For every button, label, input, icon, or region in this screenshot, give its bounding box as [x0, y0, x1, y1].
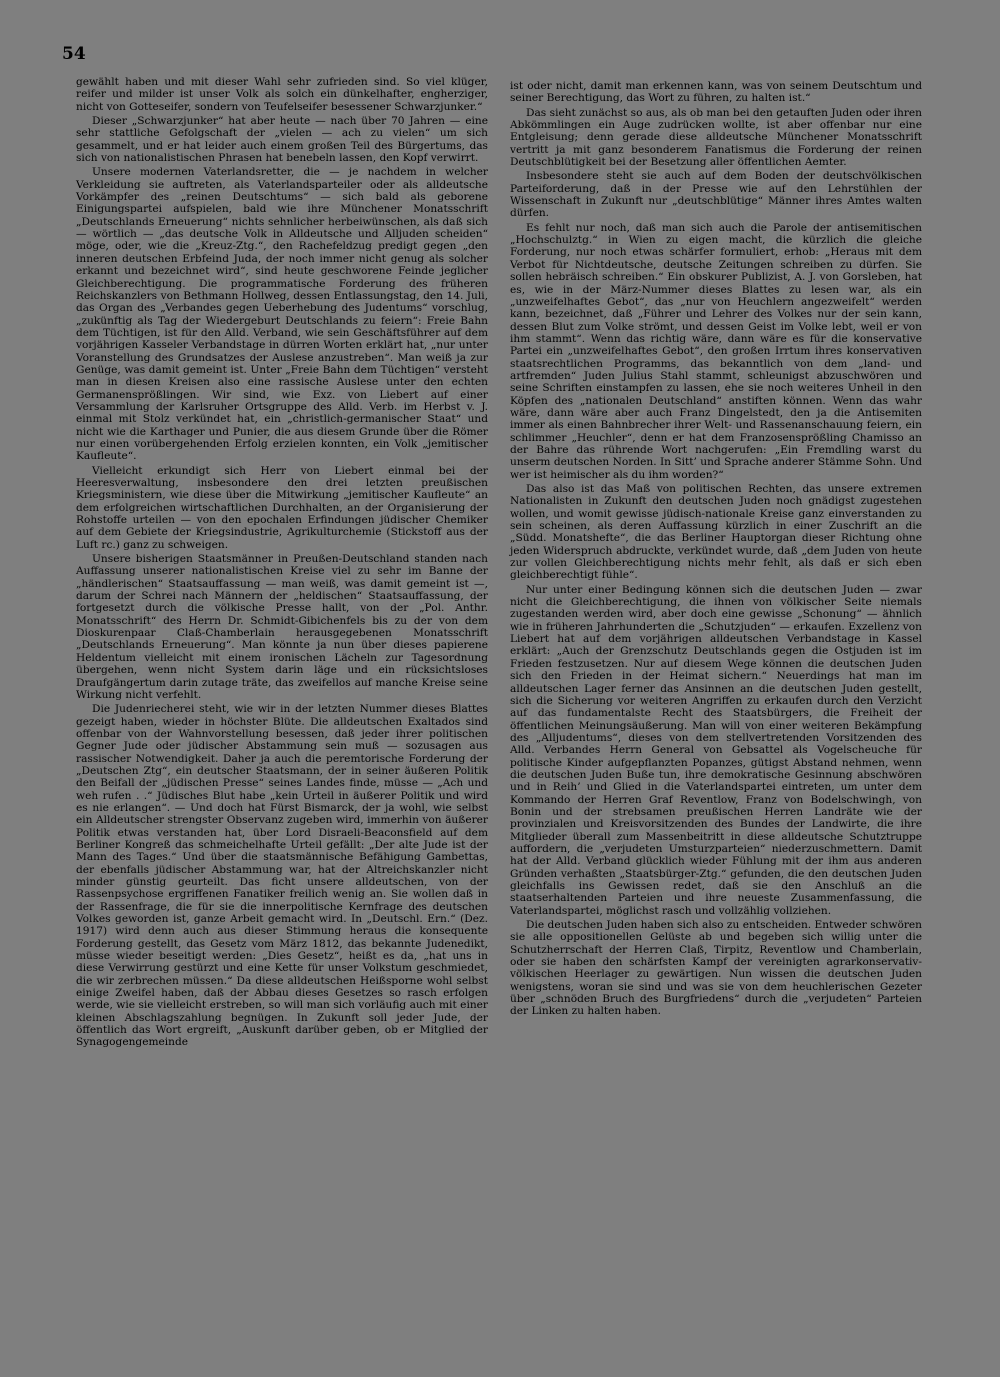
paragraph: Vielleicht erkundigt sich Herr von Liebert einmal bei der Heeresverwaltung, insbesondere den drei letzten preußischen Kriegsministern, wie diese über die Mitwirkung „jemitischer Kaufleute“ an dem erfolgreichen wirtschaftlichen Durchhalten, an der Organisierung der Rohstoffe urteilen — von den epochalen Erfindungen jüdischer Chemiker auf dem Gebiete der Kriegsindustrie, Agrikulturchemie (Stickstoff aus der Luft rc.) ganz zu schweigen. — [76, 464, 488, 551]
paragraph: Unsere bisherigen Staatsmänner in Preußen-Deutschland standen nach Auffassung unserer nationalistischen Kreise viel zu sehr im Banne der „händlerischen“ Staatsauffassung — man weiß, was damit gemeint ist —, darum der Schrei nach Männern der „heldischen“ Staatsauffassung, der fortgesetzt durch die völkische Presse hallt, von der „Pol. Anthr. Monatsschrift“ des Herrn Dr. Schmidt-Gibichenfels bis zu der von dem Dioskurenpaar Claß-Chamberlain herausgegebenen Monatsschrift „Deutschlands Erneuerung“. Man könnte ja nun über dieses papierene Heldentum vielleicht mit einem ironischen Lächeln zur Tagesordnung übergehen, wenn nicht System darin läge und ein rücksichtsloses Draufgängertum darin zutage träte, das zweifellos auf manche Kreise seine Wirkung nicht verfehlt. — [76, 553, 488, 701]
paragraph: Dieser „Schwarzjunker“ hat aber heute — nach über 70 Jahren — eine sehr stattliche Gefolgschaft der „vielen — ach zu vielen“ um sich gesammelt, und er hat leider auch einem großen Teil des Bürgertums, das sich von nationalistischen Phrasen hat benebeln lassen, den Kopf verwirrt. — [76, 115, 488, 165]
paragraph: Unsere modernen Vaterlandsretter, die — je nachdem in welcher Verkleidung sie auftreten, als Vaterlandsparteiler oder als alldeutsche Vorkämpfer des „reinen Deutschtums“ — sich bald als geborene Einigungspartei aufspielen, bald wie ihre Münchener Monatsschrift „Deutschlands Erneuerung“ nichts sehnlicher herbeiwünschen, als daß sich — wörtlich — „das deutsche Volk in Alldeutsche und Alljuden scheiden“ möge, oder, wie die „Kreuz-Ztg.“, den Rachefeldzug predigt gegen „den inneren deutschen Erbfeind Juda, der noch immer nicht genug als solcher erkannt und bezeichnet wird“, sind heute geschworene Feinde jeglicher Gleichberechtigung. Die programmatische Forderung des früheren Reichskanzlers von Bethmann Hollweg, dessen Entlassungstag, den 14. Juli, das Organ des „Verbandes gegen Ueberhebung des Judentums“ vorschlug, „zukünftig als Tag der Wiedergeburt Deutschlands zu feiern“: Freie Bahn dem Tüchtigen, ist für den Alld. Verband, wie sein Geschäftsführer auf dem vorjährigen Kasseler Verbandstage in dürren Worten erklärt hat, „nur unter Voranstellung des Grundsatzes der Auslese anzustreben“. Man weiß ja zur Genüge, was damit gemeint ist. Unter „Freie Bahn dem Tüchtigen“ versteht man in diesen Kreisen also eine rassische Auslese unter den echten Germanensprößlingen. Wir sind, wie Exz. von Liebert auf einer Versammlung der Karlsruher Ortsgruppe des Alld. Verb. im Herbst v. J. einmal mit Stolz verkündet hat, ein „christlich-germanischer Staat“ und nicht wie die Karthager und Punier, die aus diesem Grunde über die Römer nur einen vorübergehenden Erfolg erzielen konnten, ein Volk „jemitischer Kaufleute“. — [76, 166, 488, 463]
paragraph: Die deutschen Juden haben sich also zu entscheiden. Entweder schwören sie alle oppositionellen Gelüste ab und begeben sich willig unter die Schutzherrschaft der Herren Claß, Tirpitz, Reventlow und Chamberlain, oder sie haben den schärfsten Kampf der vereinigten agrarkonservativ-völkischen Heerlager zu gewärtigen. Nun wissen die deutschen Juden wenigstens, woran sie sind und was sie von dem heuchlerischen Gezeter über „schnöden Bruch des Burgfriedens“ durch die „verjudeten“ Parteien der Linken zu halten haben. — [510, 919, 922, 1018]
paragraph: Die Judenriecherei steht, wie wir in der letzten Nummer dieses Blattes gezeigt haben, wieder in höchster Blüte. Die alldeutschen Exaltados sind offenbar von der Wahnvorstellung besessen, daß jeder ihrer politischen Gegner Jude oder jüdischer Abstammung sein muß — sozusagen aus rassischer Notwendigkeit. Daher ja auch die peremtorische Forderung der „Deutschen Ztg“, ein deutscher Staatsmann, der in seiner äußeren Politik den Beifall der „jüdischen Presse“ seines Landes finde, müsse — „Ach und weh rufen . .“ Jüdisches Blut habe „kein Urteil in äußerer Politik und wird es nie erlangen“. — Und doch hat Fürst Bismarck, der ja wohl, wie selbst ein Alldeutscher strengster Observanz zugeben wird, immerhin von äußerer Politik etwas verstanden hat, über Lord Disraeli-Beaconsfield auf dem Berliner Kongreß das schmeichelhafte Urteil gefällt: „Der alte Jude ist der Mann des Tages.“ Und über die staatsmännische Befähigung Gambettas, der ebenfalls jüdischer Abstammung war, hat der Altreichskanzler nicht minder günstig geurteilt. Das ficht unsere alldeutschen, von der Rassenpsychose ergriffenen Fanatiker freilich wenig an. Sie wollen daß in der Rassenfrage, die für sie die innerpolitische Kernfrage des deutschen Volkes geworden ist, ganze Arbeit gemacht wird. In „Deutschl. Ern.“ (Dez. 1917) wird denn auch aus dieser Stimmung heraus die konsequente Forderung gestellt, das Gesetz vom März 1812, das bekannte Judenedikt, müsse wieder beseitigt werden: „Dies Gesetz“, heißt es da, „hat uns in diese Verwirrung gestürzt und eine Kette für unser Volkstum geschmiedet, die wir zerbrechen müssen.“ Da diese alldeutschen Heißsporne wohl selbst einige Zweifel haben, daß der Abbau dieses Gesetzes so rasch erfolgen werde, wie sie vielleicht erstreben, so will man sich vorläufig auch mit einer kleinen Abschlagszahlung begnügen. In Zukunft soll jeder Jude, der öffentlich das Wort ergreift, „Auskunft darüber geben, ob er Mitglied der Synagogengemeinde — [76, 703, 488, 1049]
paragraph: Nur unter einer Bedingung können sich die deutschen Juden — zwar nicht die Gleichberechtigung, die ihnen von völkischer Seite niemals zugestanden werden wird, aber doch eine gewisse „Schonung“ — ähnlich wie in früheren Jahrhunderten die „Schutzjuden“ — erkaufen. Exzellenz von Liebert hat auf dem vorjährigen alldeutschen Verbandstage in Kassel erklärt: „Auch der Grenzschutz Deutschlands gegen die Ostjuden ist im Frieden festzusetzen. Nur auf diesem Wege können die deutschen Juden sich den Frieden in der Heimat sichern.“ Neuerdings hat man im alldeutschen Lager ferner das Ansinnen an die deutschen Juden gestellt, sich die Sicherung vor weiteren Angriffen zu erkaufen durch den Verzicht auf das fundamentalste Recht des Staatsbürgers, die Freiheit der öffentlichen Meinungsäußerung. Man will von einer weiteren Bekämpfung des „Alljudentums“, dieses von dem stellvertretenden Vorsitzenden des Alld. Verbandes Herrn General von Gebsattel als Vogelscheuche für politische Kinder aufgepflanzten Popanzes, gütigst Abstand nehmen, wenn die deutschen Juden Buße tun, ihre demokratische Gesinnung abschwören und in Reih’ und Glied in die Vaterlandspartei eintreten, um unter dem Kommando der Herren Graf Reventlow, Franz von Bodelschwingh, von Bonin und der strebsamen preußischen Herren Landräte wie der provinzialen und Kreisvorsitzenden des Bundes der Landwirte, die ihre Mitglieder überall zum Massenbeitritt in diese alldeutsche Schutztruppe auffordern, die „verjudeten Umsturzparteien“ niederzuschmettern. Damit hat der Alld. Verband glücklich wieder Fühlung mit der ihm aus anderen Gründen verhaßten „Staatsbürger-Ztg.“ gefunden, die den deutschen Juden gleichfalls ins Gewissen redet, daß sie den Anschluß an die staatserhaltenden Parteien und ihre neueste Zusammenfassung, die Vaterlandspartei, möglichst rasch und vollzählig vollziehen. — [510, 583, 922, 917]
paragraph: gewählt haben und mit dieser Wahl sehr zufrieden sind. So viel klüger, reifer und milder ist unser Volk als solch ein dünkelhafter, engherziger, nicht von Gotteseifer, sondern von Teufelseifer besessener Schwarzjunker.“ — [76, 76, 488, 113]
left-column — [76, 76, 488, 1051]
paragraph: Das sieht zunächst so aus, als ob man bei den getauften Juden oder ihren Abkömmlingen ein Auge zudrücken wollte, ist aber offenbar nur eine Entgleisung; denn gerade diese alldeutsche Münchener Monatsschrift vertritt ja mit ganz besonderem Fanatismus die Forderung der reinen Deutschblütigkeit bei der Besetzung aller öffentlichen Aemter. — [510, 106, 922, 169]
page-number: 54 — [62, 44, 86, 64]
paragraph: ist oder nicht, damit man erkennen kann, was von seinem Deutschtum und seiner Berechtigung, das Wort zu führen, zu halten ist.“ — [510, 80, 922, 105]
paragraph: Das also ist das Maß von politischen Rechten, das unsere extremen Nationalisten in Zukunft den deutschen Juden noch gnädigst zugestehen wollen, und womit gewisse jüdisch-nationale Kreise ganz einverstanden zu sein scheinen, als deren Auffassung kürzlich in einer Zuschrift an die „Südd. Monatshefte“, die das Berliner Hauptorgan dieser Richtung ohne jeden Widerspruch abdruckte, verkündet wurde, daß „dem Juden von heute zur vollen Gleichberechtigung nichts mehr fehlt, als daß er sich eben gleichberechtigt fühle“. — [510, 483, 922, 582]
right-column — [510, 80, 922, 1020]
paragraph: Insbesondere steht sie auch auf dem Boden der deutschvölkischen Parteiforderung, daß in der Presse wie auf den Lehrstühlen der Wissenschaft in Zukunft nur „deutschblütige“ Männer ihres Amtes walten dürfen. — [510, 170, 922, 220]
paragraph: Es fehlt nur noch, daß man sich auch die Parole der antisemitischen „Hochschulztg.“ in Wien zu eigen macht, die kürzlich die gleiche Forderung, nur noch etwas schärfer formuliert, erhob: „Heraus mit dem Verbot für Nichtdeutsche, deutsche Zeitungen schreiben zu dürfen. Sie sollen hebräisch schreiben.“ Ein obskurer Publizist, A. J. von Gorsleben, hat es, wie in der März-Nummer dieses Blattes zu lesen war, als ein „unzweifelhaftes Gebot“, das „nur von Heuchlern angezweifelt“ werden kann, bezeichnet, daß „Führer und Lehrer des Volkes nur der sein kann, dessen Blut zum Volke strömt, und dessen Geist im Volke lebt, weil er von ihm stammt“. Wenn das richtig wäre, dann wäre es für die konservative Partei ein „unzweifelhaftes Gebot“, den großen Irrtum ihres konservativen staatsrechtlichen Programms, das bekanntlich von dem „land- und artfremden“ Juden Julius Stahl stammt, schleunigst abzuschwören und seine Schriften einstampfen zu lassen, ehe sie noch weiteres Unheil in den Köpfen des „nationalen Deutschland“ anstiften können. Wenn das wahr wäre, dann wäre aber auch Franz Dingelstedt, den ja die Antisemiten immer als einen Bahnbrecher ihrer Welt- und Rassenanschauung feiern, ein schlimmer „Heuchler“, denn er hat dem Franzosensprößling Chamisso an der Bahre das rührende Wort nachgerufen: „Ein Fremdling warst du unserm deutschen Norden. In Sitt’ und Sprache anderer Stämme Sohn. Und wer ist heimischer als du ihm worden?“ — [510, 221, 922, 481]
